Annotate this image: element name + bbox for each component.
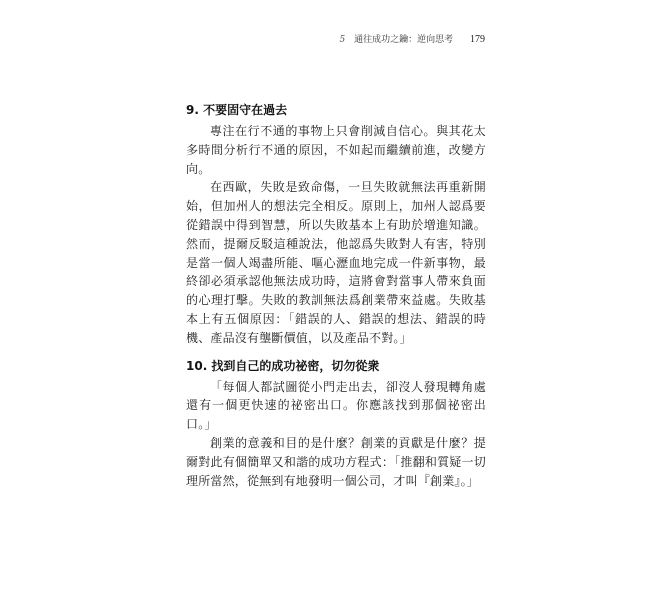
running-header bbox=[340, 34, 486, 46]
chapter-title: 通往成功之鑰：逆向思考 bbox=[354, 35, 454, 45]
paragraph: 創業的意義和目的是什麼？創業的貢獻是什麼？提爾對此有個簡單又和諧的成功方程式：「推翻和質疑一切理所當然，從無到有地發明一個公司，才叫『創業』。」 bbox=[186, 435, 486, 488]
page-body bbox=[186, 102, 486, 490]
paragraph: 專注在行不通的事物上只會削減自信心。與其花太多時間分析行不通的原因，不如起而繼續前進，改變方向。 bbox=[186, 124, 486, 176]
quote-paragraph: 「每個人都試圖從小門走出去，卻沒人發現轉角處還有一個更快速的祕密出口。你應該找到那個祕密出口。」 bbox=[186, 379, 486, 432]
chapter-number: 5 bbox=[339, 35, 346, 45]
paragraph: 在西歐，失敗是致命傷，一旦失敗就無法再重新開始，但加州人的想法完全相反。原則上，加州人認爲要從錯誤中得到智慧，所以失敗基本上有助於增進知識。然而，提爾反駁這種說法，他認爲失敗對人有害，特別是當一個人竭盡所能、嘔心瀝血地完成一件新事物，最終卻必須承認他無法成功時，這將會對當事人帶來負面的心理打擊。失敗的教訓無法爲創業帶來益處。失敗基本上有五個原因：「錯誤的人、錯誤的想法、錯誤的時機、產品沒有壟斷價值，以及產品不對。」 bbox=[186, 180, 486, 345]
section-heading-10: 10. 找到自己的成功祕密，切勿從衆 bbox=[186, 358, 380, 373]
page-number: 179 bbox=[470, 34, 485, 45]
section-heading-9: 9. 不要固守在過去 bbox=[186, 103, 288, 117]
section-spacer bbox=[186, 348, 486, 358]
